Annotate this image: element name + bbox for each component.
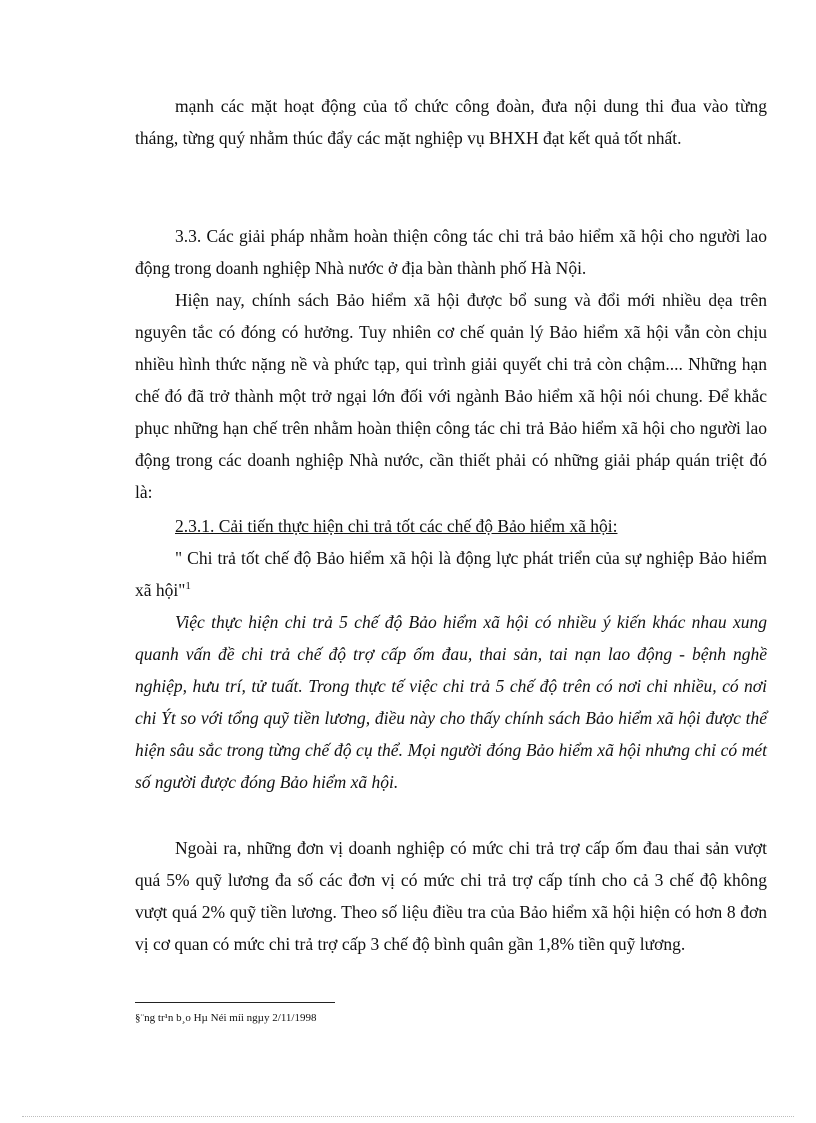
footnote-separator [135,1002,335,1003]
subsection-heading-2-3-1 [135,510,767,542]
paragraph-sickness-allowance: Ngoài ra, những đơn vị doanh nghiệp có mức chi trả trợ cấp ốm đau thai sản vượt quá 5% quỹ lương đa số các đơn vị có mức chi trả trợ cấp tính cho cả 3 chế độ không vượt quá 2% quỹ tiền lương. Theo số liệu điều tra của Bảo hiểm xã hội hiện có hơn 8 đơn vị cơ quan có mức chi trả trợ cấp 3 chế độ bình quân gần 1,8% tiền quỹ lương. [135,838,767,954]
quote-paragraph [135,542,767,606]
paragraph-current-policy: Hiện nay, chính sách Bảo hiểm xã hội được bổ sung và đổi mới nhiều dẹa trên nguyên tắc có đóng có hưởng. Tuy nhiên cơ chế quản lý Bảo hiểm xã hội vẫn còn chịu nhiều hình thức nặng nề và phức tạp, qui trình giải quyết chi trả còn chậm.... Những hạn chế đó đã trở thành một trở ngại lớn đối với ngành Bảo hiểm xã hội nói chung. Để khắc phục những hạn chế trên nhằm hoàn thiện công tác chi trả Bảo hiểm xã hội cho người lao động trong các doanh nghiệp Nhà nước, cần thiết phải có những giải pháp quán triệt đó là: [135,290,767,502]
paragraph-five-regimes: Việc thực hiện chi trả 5 chế độ Bảo hiểm xã hội có nhiều ý kiến khác nhau xung quanh vấn đề chi trả chế độ trợ cấp ốm đau, thai sản, tai nạn lao động - bệnh nghề nghiệp, hưu trí, tử tuất. Trong thực tế việc chi trả 5 chế độ trên có nơi chi nhiều, có nơi chi Ýt so với tổng quỹ tiền lương, điều này cho thấy chính sách Bảo hiểm xã hội được thể hiện sâu sắc trong từng chế độ cụ thể. Mọi người đóng Bảo hiểm xã hội nhưng chỉ có mét số người được đóng Bảo hiểm xã hội. [135,612,767,792]
footnote-text: §¨ng tr¹n b¸o Hµ Néi míi ngµy 2/11/1998 [135,1012,317,1024]
page-bottom-border [22,1116,794,1117]
subsection-heading-text: 2.3.1. Cải tiến thực hiện chi trả tốt các chế độ Bảo hiểm xã hội: [175,516,618,536]
footnote-reference: 1 [185,580,191,593]
quote-text: " Chi trả tốt chế độ Bảo hiểm xã hội là động lực phát triển của sự nghiệp Bảo hiểm xã hội" [135,548,767,600]
paragraph-trade-union: mạnh các mặt hoạt động của tổ chức công đoàn, đưa nội dung thi đua vào từng tháng, từng quý nhằm thúc đẩy các mặt nghiệp vụ BHXH đạt kết quả tốt nhất. [135,96,767,148]
section-heading-3-3: 3.3. Các giải pháp nhằm hoàn thiện công tác chi trả bảo hiểm xã hội cho người lao động trong doanh nghiệp Nhà nước ở địa bàn thành phố Hà Nội. [135,226,767,278]
